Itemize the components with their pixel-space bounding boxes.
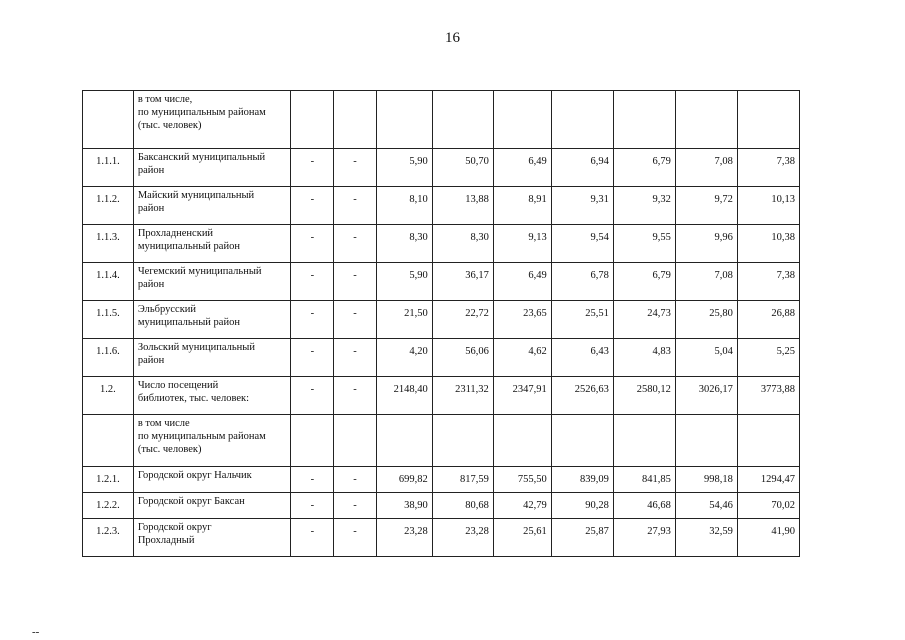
- value-cell: [432, 91, 493, 149]
- row-number-cell: [83, 91, 134, 149]
- value-cell: 70,02: [737, 493, 799, 519]
- value-cell: [376, 415, 432, 467]
- value-cell: [551, 415, 613, 467]
- value-cell: 755,50: [493, 467, 551, 493]
- value-cell: 9,54: [551, 225, 613, 263]
- value-cell: 13,88: [432, 187, 493, 225]
- value-cell: [675, 415, 737, 467]
- value-cell: 24,73: [613, 301, 675, 339]
- value-cell: 3026,17: [675, 377, 737, 415]
- value-cell: 25,87: [551, 519, 613, 557]
- value-cell: 1294,47: [737, 467, 799, 493]
- value-cell: 5,25: [737, 339, 799, 377]
- value-cell: 3773,88: [737, 377, 799, 415]
- value-cell: 2347,91: [493, 377, 551, 415]
- value-cell: [675, 91, 737, 149]
- value-cell: -: [291, 149, 334, 187]
- value-cell: 54,46: [675, 493, 737, 519]
- value-cell: -: [334, 263, 377, 301]
- row-number-cell: 1.1.2.: [83, 187, 134, 225]
- value-cell: 4,83: [613, 339, 675, 377]
- table-row: [83, 377, 800, 415]
- value-cell: 7,08: [675, 149, 737, 187]
- value-cell: 9,96: [675, 225, 737, 263]
- value-cell: 9,72: [675, 187, 737, 225]
- value-cell: 50,70: [432, 149, 493, 187]
- value-cell: 839,09: [551, 467, 613, 493]
- value-cell: 32,59: [675, 519, 737, 557]
- value-cell: 6,43: [551, 339, 613, 377]
- value-cell: [613, 415, 675, 467]
- row-name-cell: в том числе, по муниципальным районам (тыс. человек): [133, 91, 291, 149]
- value-cell: 6,78: [551, 263, 613, 301]
- value-cell: 23,28: [432, 519, 493, 557]
- value-cell: -: [334, 187, 377, 225]
- value-cell: 8,30: [432, 225, 493, 263]
- value-cell: 38,90: [376, 493, 432, 519]
- value-cell: 8,10: [376, 187, 432, 225]
- value-cell: 23,65: [493, 301, 551, 339]
- row-name-cell: Майский муниципальный район: [133, 187, 291, 225]
- value-cell: 6,49: [493, 149, 551, 187]
- value-cell: -: [334, 377, 377, 415]
- value-cell: 25,51: [551, 301, 613, 339]
- value-cell: 7,38: [737, 149, 799, 187]
- value-cell: 21,50: [376, 301, 432, 339]
- value-cell: 2311,32: [432, 377, 493, 415]
- value-cell: 9,31: [551, 187, 613, 225]
- value-cell: 41,90: [737, 519, 799, 557]
- value-cell: -: [291, 301, 334, 339]
- data-table: [82, 90, 800, 557]
- value-cell: 4,62: [493, 339, 551, 377]
- table-row: [83, 225, 800, 263]
- value-cell: 23,28: [376, 519, 432, 557]
- value-cell: 6,94: [551, 149, 613, 187]
- value-cell: [737, 415, 799, 467]
- value-cell: 2526,63: [551, 377, 613, 415]
- value-cell: 36,17: [432, 263, 493, 301]
- value-cell: -: [334, 493, 377, 519]
- value-cell: 10,13: [737, 187, 799, 225]
- value-cell: [334, 91, 377, 149]
- row-number-cell: [83, 415, 134, 467]
- table-row: [83, 91, 800, 149]
- value-cell: -: [291, 493, 334, 519]
- row-name-cell: Городской округ Баксан: [133, 493, 291, 519]
- value-cell: 22,72: [432, 301, 493, 339]
- row-name-cell: Городской округ Прохладный: [133, 519, 291, 557]
- value-cell: 9,55: [613, 225, 675, 263]
- row-name-cell: Эльбрусский муниципальный район: [133, 301, 291, 339]
- table-row: [83, 467, 800, 493]
- value-cell: [432, 415, 493, 467]
- row-number-cell: 1.2.1.: [83, 467, 134, 493]
- row-name-cell: Городской округ Нальчик: [133, 467, 291, 493]
- value-cell: 6,79: [613, 149, 675, 187]
- table-row: [83, 339, 800, 377]
- value-cell: -: [334, 339, 377, 377]
- value-cell: -: [291, 225, 334, 263]
- value-cell: -: [334, 149, 377, 187]
- footer-mark: --: [32, 626, 40, 638]
- value-cell: -: [291, 339, 334, 377]
- row-name-cell: Зольский муниципальный район: [133, 339, 291, 377]
- value-cell: 7,08: [675, 263, 737, 301]
- value-cell: 7,38: [737, 263, 799, 301]
- table-row: [83, 263, 800, 301]
- table-row: [83, 187, 800, 225]
- value-cell: 27,93: [613, 519, 675, 557]
- table-row: [83, 493, 800, 519]
- value-cell: -: [334, 301, 377, 339]
- value-cell: 5,90: [376, 263, 432, 301]
- value-cell: 2580,12: [613, 377, 675, 415]
- row-number-cell: 1.1.4.: [83, 263, 134, 301]
- value-cell: [737, 91, 799, 149]
- value-cell: 8,91: [493, 187, 551, 225]
- value-cell: 10,38: [737, 225, 799, 263]
- value-cell: 4,20: [376, 339, 432, 377]
- value-cell: 5,90: [376, 149, 432, 187]
- value-cell: -: [291, 377, 334, 415]
- value-cell: 8,30: [376, 225, 432, 263]
- row-number-cell: 1.2.3.: [83, 519, 134, 557]
- value-cell: 2148,40: [376, 377, 432, 415]
- row-number-cell: 1.1.5.: [83, 301, 134, 339]
- value-cell: [551, 91, 613, 149]
- value-cell: 998,18: [675, 467, 737, 493]
- value-cell: [613, 91, 675, 149]
- row-name-cell: в том числе по муниципальным районам (тыс. человек): [133, 415, 291, 467]
- value-cell: -: [291, 187, 334, 225]
- value-cell: [291, 415, 334, 467]
- value-cell: 25,80: [675, 301, 737, 339]
- row-number-cell: 1.2.2.: [83, 493, 134, 519]
- row-name-cell: Прохладненский муниципальный район: [133, 225, 291, 263]
- value-cell: [334, 415, 377, 467]
- value-cell: 841,85: [613, 467, 675, 493]
- row-number-cell: 1.1.3.: [83, 225, 134, 263]
- value-cell: 25,61: [493, 519, 551, 557]
- value-cell: 26,88: [737, 301, 799, 339]
- value-cell: 56,06: [432, 339, 493, 377]
- value-cell: -: [334, 519, 377, 557]
- value-cell: 817,59: [432, 467, 493, 493]
- value-cell: 5,04: [675, 339, 737, 377]
- row-name-cell: Чегемский муниципальный район: [133, 263, 291, 301]
- value-cell: 46,68: [613, 493, 675, 519]
- value-cell: -: [291, 263, 334, 301]
- table-row: [83, 415, 800, 467]
- table-row: [83, 519, 800, 557]
- value-cell: [493, 415, 551, 467]
- value-cell: 90,28: [551, 493, 613, 519]
- row-number-cell: 1.1.6.: [83, 339, 134, 377]
- value-cell: 42,79: [493, 493, 551, 519]
- row-number-cell: 1.2.: [83, 377, 134, 415]
- value-cell: [376, 91, 432, 149]
- table-row: [83, 301, 800, 339]
- row-name-cell: Число посещений библиотек, тыс. человек:: [133, 377, 291, 415]
- value-cell: [493, 91, 551, 149]
- row-name-cell: Баксанский муниципальный район: [133, 149, 291, 187]
- value-cell: 80,68: [432, 493, 493, 519]
- value-cell: 6,79: [613, 263, 675, 301]
- value-cell: -: [334, 225, 377, 263]
- value-cell: -: [334, 467, 377, 493]
- value-cell: 9,13: [493, 225, 551, 263]
- value-cell: -: [291, 467, 334, 493]
- value-cell: 699,82: [376, 467, 432, 493]
- value-cell: 9,32: [613, 187, 675, 225]
- value-cell: -: [291, 519, 334, 557]
- value-cell: [291, 91, 334, 149]
- row-number-cell: 1.1.1.: [83, 149, 134, 187]
- value-cell: 6,49: [493, 263, 551, 301]
- page-number: 16: [445, 30, 460, 46]
- table-row: [83, 149, 800, 187]
